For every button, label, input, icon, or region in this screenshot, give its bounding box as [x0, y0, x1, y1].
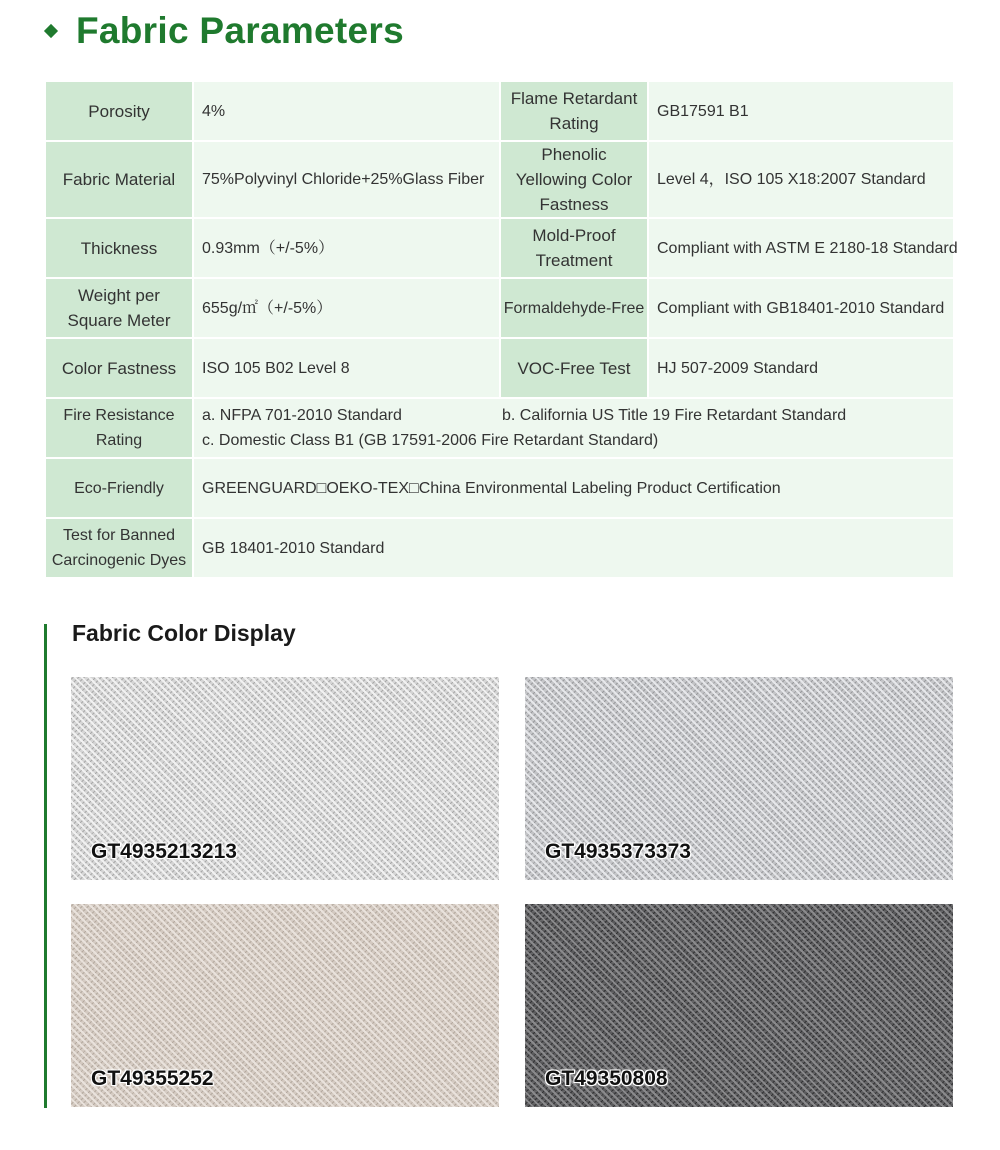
param-value: GB 18401-2010 Standard — [193, 518, 954, 578]
page-title: Fabric Parameters — [76, 10, 405, 51]
fabric-swatch — [71, 904, 499, 1107]
param-label: Thickness — [45, 218, 193, 278]
param-value: HJ 507-2009 Standard — [648, 338, 954, 398]
param-value: 0.93mm（+/-5%） — [193, 218, 500, 278]
param-value: Compliant with ASTM E 2180-18 Standard — [648, 218, 954, 278]
param-label: VOC-Free Test — [500, 338, 648, 398]
param-label: Mold-Proof Treatment — [500, 218, 648, 278]
param-label: Porosity — [45, 81, 193, 141]
diamond-bullet-icon — [44, 24, 58, 38]
swatch-code: GT4935373373 — [545, 840, 691, 863]
table-row — [45, 218, 954, 278]
table-row — [45, 458, 954, 518]
fabric-swatch — [71, 677, 499, 880]
param-value: Compliant with GB18401-2010 Standard — [648, 278, 954, 338]
swatch-code: GT49355252 — [91, 1067, 214, 1090]
param-label: Color Fastness — [45, 338, 193, 398]
param-label: Phenolic Yellowing Color Fastness — [500, 141, 648, 218]
param-value: ISO 105 B02 Level 8 — [193, 338, 500, 398]
table-row — [45, 338, 954, 398]
param-value: 655g/㎡（+/-5%） — [193, 278, 500, 338]
param-value: 75%Polyvinyl Chloride+25%Glass Fiber — [193, 141, 500, 218]
table-row — [45, 141, 954, 218]
param-label: Flame Retardant Rating — [500, 81, 648, 141]
fire-rating-values — [193, 398, 954, 458]
table-row — [45, 81, 954, 141]
fabric-swatch — [525, 677, 953, 880]
page-heading — [42, 8, 404, 54]
section-accent-bar — [44, 624, 47, 1108]
param-label: Fabric Material — [45, 141, 193, 218]
fabric-swatch — [525, 904, 953, 1107]
fire-rating-a: a. NFPA 701-2010 Standard — [202, 407, 402, 424]
table-row — [45, 398, 954, 458]
fire-rating-c: c. Domestic Class B1 (GB 17591-2006 Fire Retardant Standard) — [202, 432, 659, 449]
table-row — [45, 278, 954, 338]
swatch-code: GT4935213213 — [91, 840, 237, 863]
param-value: 4% — [193, 81, 500, 141]
param-label: Eco-Friendly — [45, 458, 193, 518]
param-label: Test for Banned Carcinogenic Dyes — [45, 518, 193, 578]
fabric-parameters-table — [44, 80, 958, 579]
fire-rating-b: b. California US Title 19 Fire Retardant Standard — [502, 407, 847, 424]
table-row — [45, 518, 954, 578]
param-value: GREENGUARD□OEKO-TEX□China Environmental Labeling Product Certification — [193, 458, 954, 518]
swatch-code: GT49350808 — [545, 1067, 668, 1090]
section-title: Fabric Color Display — [72, 620, 296, 646]
param-value: GB17591 B1 — [648, 81, 954, 141]
param-value: Level 4，ISO 105 X18:2007 Standard — [648, 141, 954, 218]
param-label: Formaldehyde-Free — [500, 278, 648, 338]
param-label: Weight per Square Meter — [45, 278, 193, 338]
param-label: Fire Resistance Rating — [45, 398, 193, 458]
